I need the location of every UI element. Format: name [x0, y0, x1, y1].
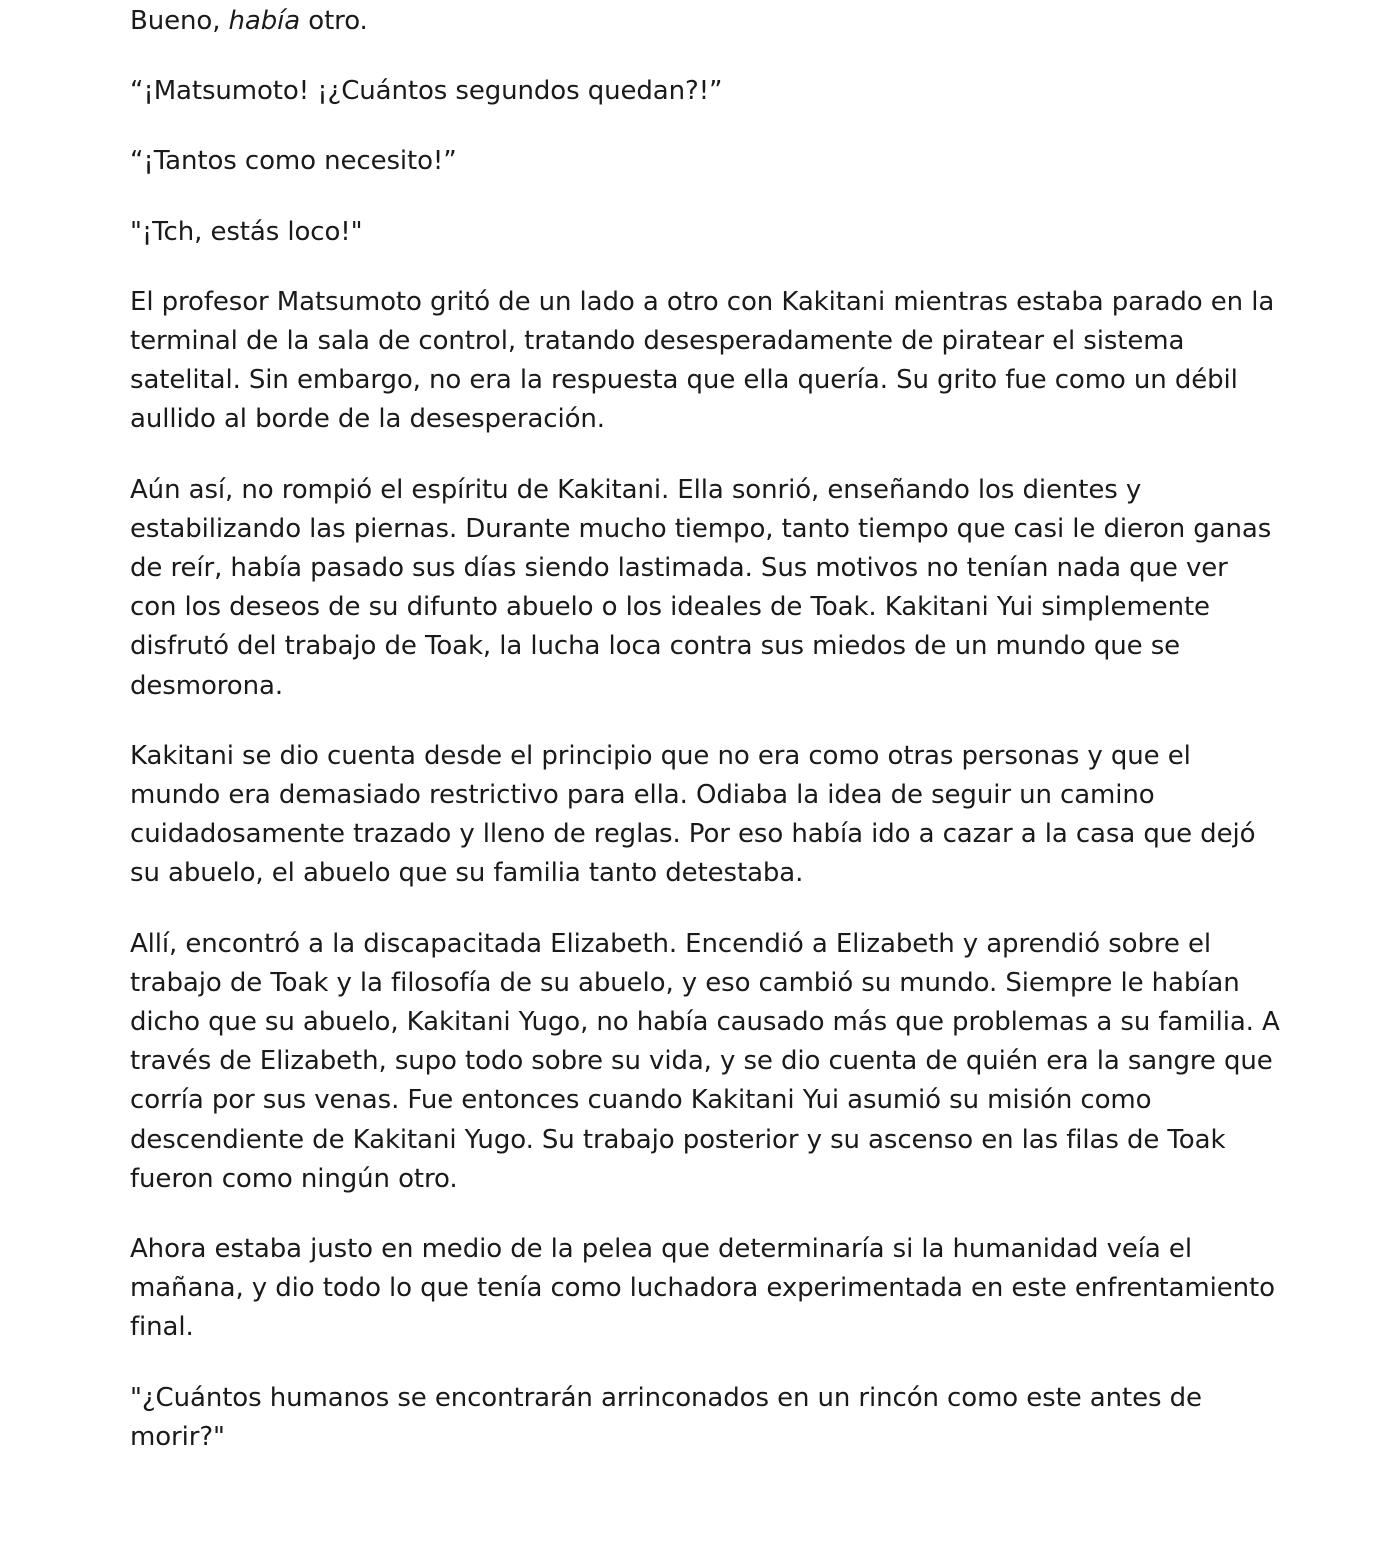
- paragraph: Allí, encontró a la discapacitada Elizabeth. Encendió a Elizabeth y aprendió sobre el trabajo de Toak y la filosofía de su abuelo, y eso cambió su mundo. Siempre le habían dicho que su abuelo, Kakitani Yugo, no había causado más que problemas a su familia. A través de Elizabeth, supo todo sobre su vida, y se dio cuenta de quién era la sangre que corría por sus venas. Fue entonces cuando Kakitani Yui asumió su misión como descendiente de Kakitani Yugo. Su trabajo posterior y su ascenso en las filas de Toak fueron como ningún otro.: [130, 928, 1280, 1194]
- paragraph: "¿Cuántos humanos se encontrarán arrinconados en un rincón como este antes de morir?": [130, 1382, 1202, 1452]
- document-page: [130, 0, 1280, 1488]
- text-run: otro.: [300, 6, 368, 36]
- italic-text-run: había: [228, 6, 301, 36]
- paragraph-opening: [130, 2, 1280, 41]
- paragraph: Aún así, no rompió el espíritu de Kakitani. Ella sonrió, enseñando los dientes y estabilizando las piernas. Durante mucho tiempo, tanto tiempo que casi le dieron ganas de reír, había pasado sus días siendo lastimada. Sus motivos no tenían nada que ver con los deseos de su difunto abuelo o los ideales de Toak. Kakitani Yui simplemente disfrutó del trabajo de Toak, la lucha loca contra sus miedos de un mundo que se desmorona.: [130, 474, 1272, 701]
- paragraph: Ahora estaba justo en medio de la pelea que determinaría si la humanidad veía el mañana, y dio todo lo que tenía como luchadora experimentada en este enfrentamiento final.: [130, 1234, 1275, 1343]
- text-run: Bueno,: [130, 6, 229, 36]
- paragraph: "¡Tch, estás loco!": [130, 216, 363, 247]
- paragraph: Kakitani se dio cuenta desde el principio que no era como otras personas y que el mundo era demasiado restrictivo para ella. Odiaba la idea de seguir un camino cuidadosamente trazado y lleno de reglas. Por eso había ido a cazar a la casa que dejó su abuelo, el abuelo que su familia tanto detestaba.: [130, 740, 1256, 889]
- paragraph: “¡Matsumoto! ¡¿Cuántos segundos quedan?!”: [130, 76, 723, 107]
- paragraph: “¡Tantos como necesito!”: [130, 146, 457, 177]
- paragraph: El profesor Matsumoto gritó de un lado a otro con Kakitani mientras estaba parado en la terminal de la sala de control, tratando desesperadamente de piratear el sistema satelital. Sin embargo, no era la respuesta que ella quería. Su grito fue como un débil aullido al borde de la desesperación.: [130, 286, 1275, 435]
